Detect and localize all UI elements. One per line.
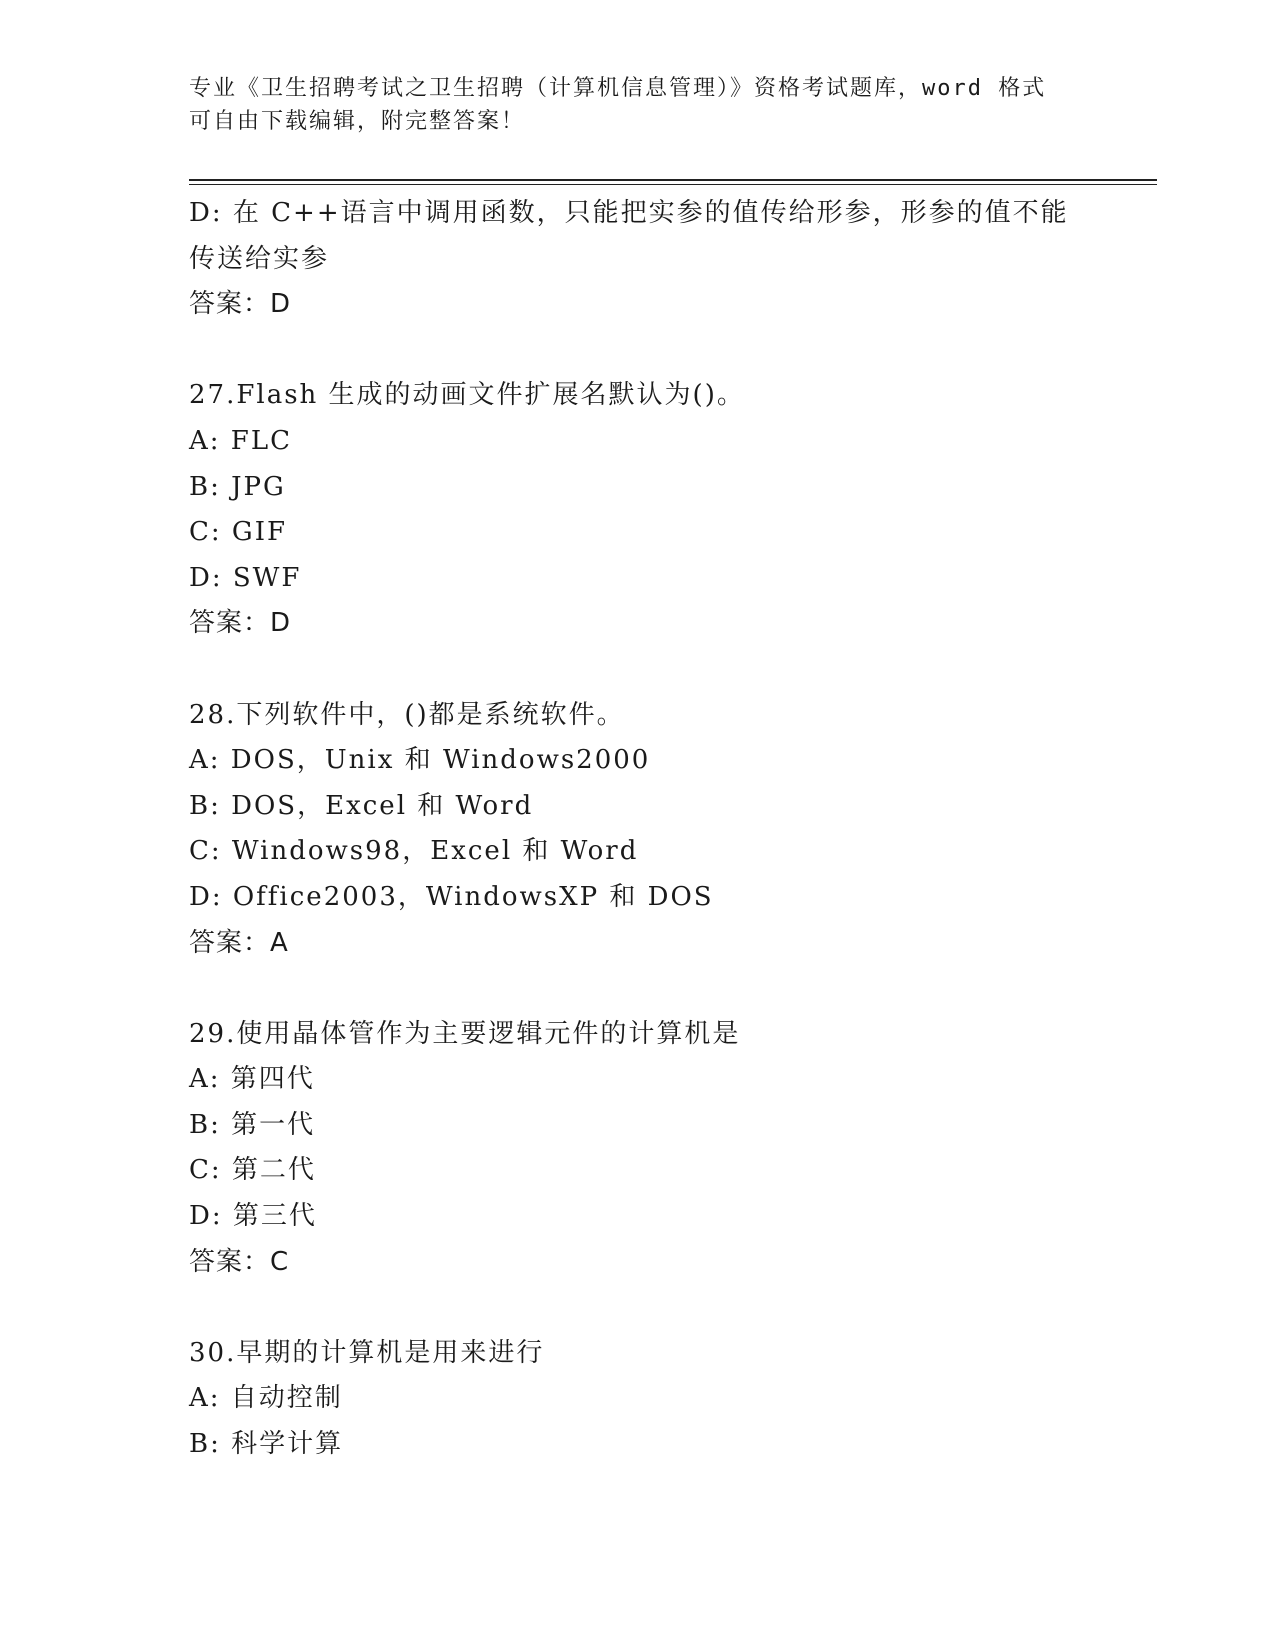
question-29: [189, 1012, 1089, 1286]
question-28: [189, 693, 1089, 967]
page-header: [189, 72, 1079, 138]
spacer: [189, 647, 1089, 693]
spacer: [189, 966, 1089, 1012]
option-d: D: SWF: [189, 562, 302, 593]
option-c: C: 第二代: [189, 1155, 316, 1186]
option-b: B: 第一代: [189, 1109, 316, 1140]
option-d: D: 第三代: [189, 1201, 317, 1232]
answer: 答案：A: [189, 927, 289, 958]
option-a: A: 自动控制: [189, 1383, 343, 1414]
answer: 答案：C: [189, 1246, 290, 1277]
question-list: [189, 191, 1089, 1468]
question-stem: 30.早期的计算机是用来进行: [189, 1337, 545, 1368]
header-divider-thin: [189, 184, 1157, 185]
option-a: A: 第四代: [189, 1064, 315, 1095]
option-b: B: DOS，Excel 和 Word: [189, 790, 534, 821]
spacer: [189, 328, 1089, 374]
question-stem: 28.下列软件中，()都是系统软件。: [189, 699, 625, 730]
header-line-2: 可自由下载编辑，附完整答案！: [189, 109, 526, 134]
answer: 答案：D: [189, 608, 292, 639]
option-b: B: JPG: [189, 471, 286, 502]
option-d: D: Office2003，WindowsXP 和 DOS: [189, 881, 714, 912]
header-divider-thick: [189, 179, 1157, 181]
option-d-wrap: 传送给实参: [189, 243, 330, 274]
option-b: B: 科学计算: [189, 1429, 344, 1460]
option-c: C: GIF: [189, 517, 287, 548]
option-c: C: Windows98，Excel 和 Word: [189, 836, 639, 867]
spacer: [189, 1285, 1089, 1331]
option-d: D: 在 C++语言中调用函数，只能把实参的值传给形参，形参的值不能: [189, 198, 1069, 228]
question-30: [189, 1331, 1089, 1468]
question-continuation: [189, 191, 1089, 328]
question-27: [189, 373, 1089, 647]
header-line-1: 专业《卫生招聘考试之卫生招聘（计算机信息管理）》资格考试题库，word 格式: [189, 76, 1047, 101]
option-a: A: DOS，Unix 和 Windows2000: [189, 745, 651, 776]
question-stem: 29.使用晶体管作为主要逻辑元件的计算机是: [189, 1018, 741, 1049]
question-stem: 27.Flash 生成的动画文件扩展名默认为()。: [189, 380, 745, 411]
answer: 答案：D: [189, 289, 292, 320]
option-a: A: FLC: [189, 425, 292, 456]
